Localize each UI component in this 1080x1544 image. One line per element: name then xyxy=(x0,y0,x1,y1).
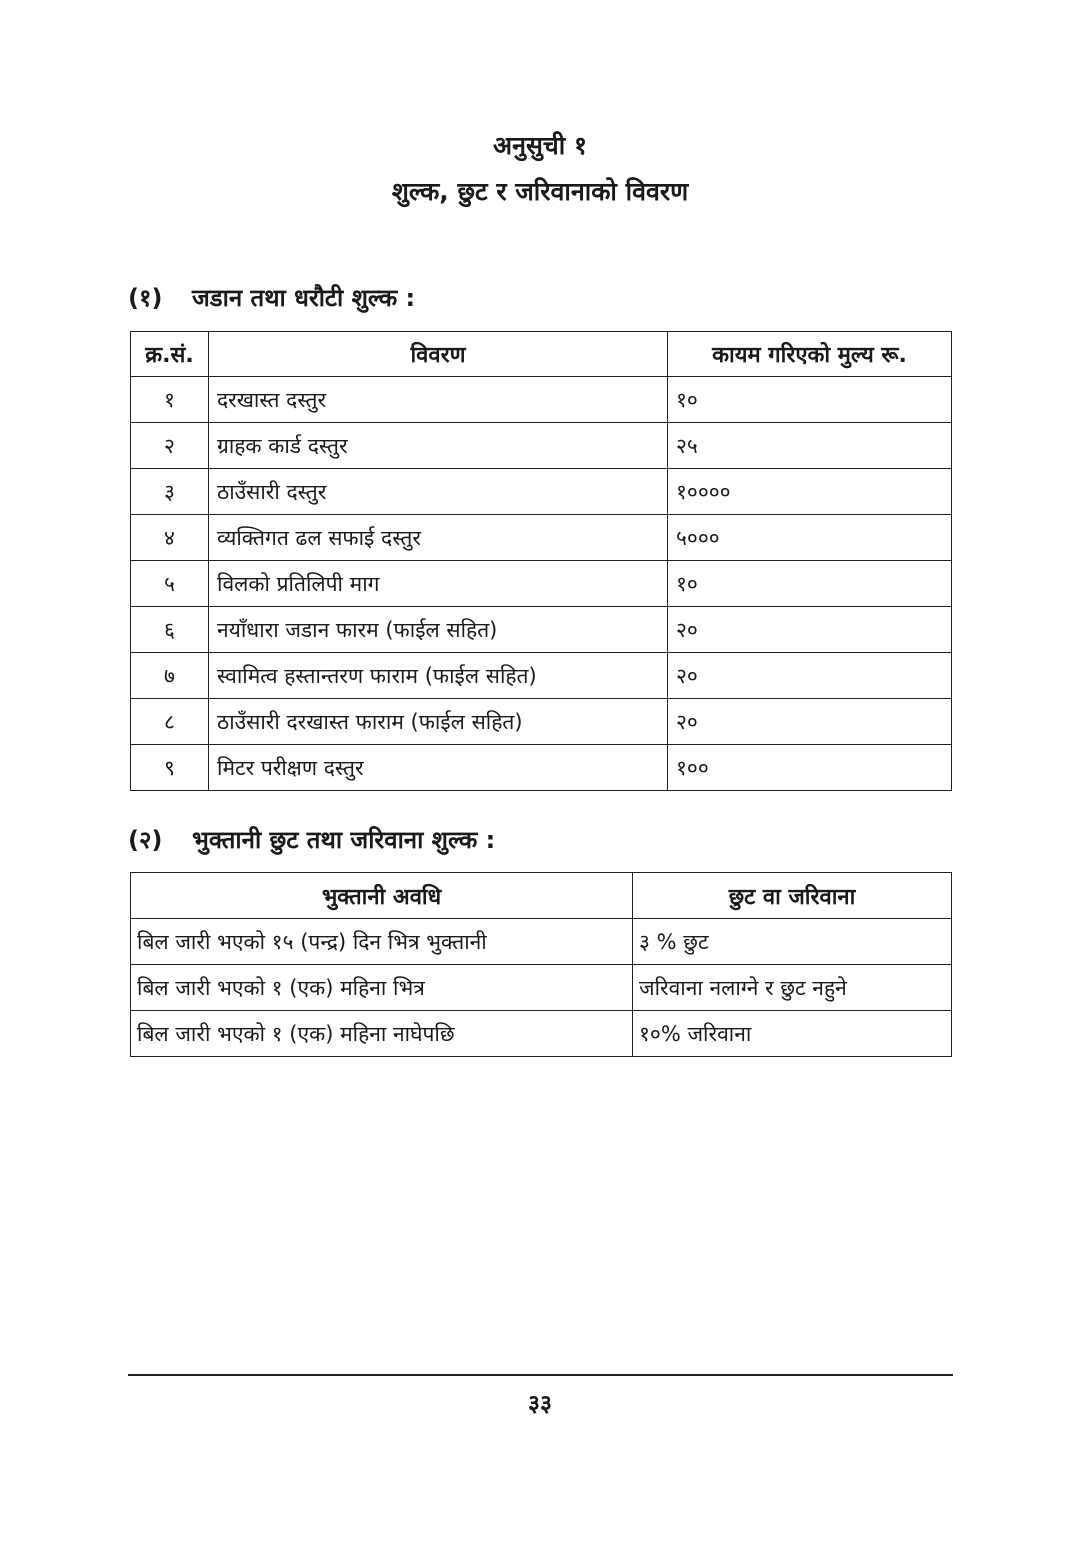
row-discount-or-penalty: ३ % छुट xyxy=(633,919,952,965)
row-amount: २० xyxy=(668,653,952,699)
row-serial: ३ xyxy=(131,469,209,515)
connection-fee-table xyxy=(130,331,952,791)
table-row xyxy=(131,377,952,423)
table-row xyxy=(131,745,952,791)
row-description: विलको प्रतिलिपी माग xyxy=(209,561,668,607)
table-row xyxy=(131,561,952,607)
row-serial: ४ xyxy=(131,515,209,561)
row-description: ग्राहक कार्ड दस्तुर xyxy=(209,423,668,469)
table-row xyxy=(131,1011,952,1057)
payment-discount-penalty-table xyxy=(130,872,952,1057)
table-row xyxy=(131,965,952,1011)
row-payment-period: बिल जारी भएको १५ (पन्द्र) दिन भित्र भुक्तानी xyxy=(131,919,633,965)
row-discount-or-penalty: जरिवाना नलाग्ने र छुट नहुने xyxy=(633,965,952,1011)
row-serial: ९ xyxy=(131,745,209,791)
section-1-title: जडान तथा धरौटी शुल्क : xyxy=(192,284,416,312)
section-2-title: भुक्तानी छुट तथा जरिवाना शुल्क : xyxy=(192,826,496,854)
table-row xyxy=(131,423,952,469)
table-header-row xyxy=(131,873,952,919)
row-amount: १० xyxy=(668,377,952,423)
header-discount-or-penalty: छुट वा जरिवाना xyxy=(633,873,952,919)
row-payment-period: बिल जारी भएको १ (एक) महिना नाघेपछि xyxy=(131,1011,633,1057)
row-description: स्वामित्व हस्तान्तरण फाराम (फाईल सहित) xyxy=(209,653,668,699)
table-row xyxy=(131,919,952,965)
row-serial: १ xyxy=(131,377,209,423)
section-2-number: (२) xyxy=(128,826,163,854)
table-row xyxy=(131,515,952,561)
table-row xyxy=(131,699,952,745)
schedule-subtitle: शुल्क, छुट र जरिवानाको विवरण xyxy=(391,177,689,206)
row-serial: ६ xyxy=(131,607,209,653)
row-amount: २० xyxy=(668,699,952,745)
header-payment-period: भुक्तानी अवधि xyxy=(131,873,633,919)
row-serial: २ xyxy=(131,423,209,469)
header-amount: कायम गरिएको मुल्य रू. xyxy=(668,332,952,377)
row-serial: ७ xyxy=(131,653,209,699)
row-amount: १०००० xyxy=(668,469,952,515)
row-description: ठाउँसारी दरखास्त फाराम (फाईल सहित) xyxy=(209,699,668,745)
row-description: दरखास्त दस्तुर xyxy=(209,377,668,423)
schedule-title: अनुसुची १ xyxy=(493,131,587,160)
row-serial: ५ xyxy=(131,561,209,607)
row-amount: २५ xyxy=(668,423,952,469)
row-description: मिटर परीक्षण दस्तुर xyxy=(209,745,668,791)
row-amount: २० xyxy=(668,607,952,653)
row-serial: ८ xyxy=(131,699,209,745)
row-description: व्यक्तिगत ढल सफाई दस्तुर xyxy=(209,515,668,561)
table-header-row xyxy=(131,332,952,377)
row-amount: १० xyxy=(668,561,952,607)
header-serial: क्र.सं. xyxy=(131,332,209,377)
section-1-heading xyxy=(128,278,415,318)
table-row xyxy=(131,653,952,699)
page-number: ३३ xyxy=(528,1391,552,1417)
row-payment-period: बिल जारी भएको १ (एक) महिना भित्र xyxy=(131,965,633,1011)
table-row xyxy=(131,469,952,515)
table-row xyxy=(131,607,952,653)
header-description: विवरण xyxy=(209,332,668,377)
section-2-heading xyxy=(128,820,495,860)
row-description: नयाँधारा जडान फारम (फाईल सहित) xyxy=(209,607,668,653)
footer-divider xyxy=(128,1374,953,1376)
row-discount-or-penalty: १०% जरिवाना xyxy=(633,1011,952,1057)
row-amount: ५००० xyxy=(668,515,952,561)
section-1-number: (१) xyxy=(128,284,163,312)
row-amount: १०० xyxy=(668,745,952,791)
row-description: ठाउँसारी दस्तुर xyxy=(209,469,668,515)
